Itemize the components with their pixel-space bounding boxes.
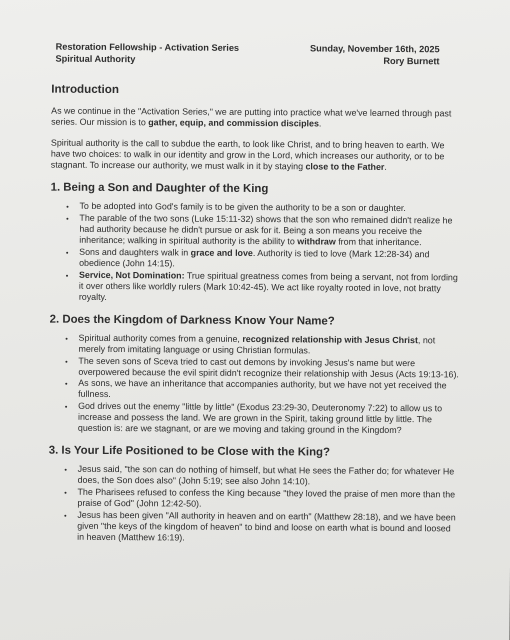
document-header xyxy=(55,41,439,68)
list-item: • God drives out the enemy "little by little" (Exodus 23:29-30, Deuteronomy 7:22) to allow us to increase and possess the land. We are grown in the Spirit, taking ground little by little. The question is: are we stagnant, or are we moving and taking ground in the Kingdom? xyxy=(76,401,459,437)
section-1-list xyxy=(50,201,461,305)
item-bold: recognized relationship with Jesus Christ xyxy=(242,333,418,345)
header-right xyxy=(310,42,440,67)
list-item: • The Pharisees refused to confess the King because "they loved the praise of men more than the praise of God" (John 12:42-50). xyxy=(75,487,458,512)
section-2-list xyxy=(49,332,460,436)
item-text: , not merely from imitating language or using Christian formulas. xyxy=(78,334,436,356)
list-item xyxy=(77,269,460,305)
intro-p1-bold: gather, equip, and commission disciples xyxy=(148,117,319,129)
list-item: • Jesus said, "the son can do nothing of himself, but what He sees the Father do; for whatever He does, the Son does also" (John 5:19; see also John 14:10). xyxy=(76,464,459,489)
item-text: Spiritual authority comes from a genuine, xyxy=(78,332,243,344)
item-text: from that inheritance. xyxy=(335,236,422,248)
intro-p2-text: Spiritual authority is the call to subdue the earth, to look like Christ, and to bring heaven to earth. We have two choices: to walk in our identity and grow in the Lord, which increases our authority, or to be stagnant. To increase our authority, we must walk in it by staying xyxy=(50,137,445,172)
intro-p1-end: . xyxy=(318,118,322,129)
list-item xyxy=(77,247,460,272)
list-item: • To be adopted into God's family is to be given the authority to be a son or daughter. xyxy=(77,201,460,215)
document-body xyxy=(48,83,461,546)
item-text: True spiritual greatness comes from being a servant, not from lording it over others like worldly rulers (Mark 10:42-45). We act like royalty rooted in love, not bratty royalty. xyxy=(78,270,458,302)
intro-heading: Introduction xyxy=(51,82,119,97)
intro-p2-bold: close to the Father xyxy=(305,161,385,173)
list-item xyxy=(76,333,459,358)
intro-paragraph-1 xyxy=(51,106,461,131)
list-item: • Jesus has been given "All authority in heaven and on earth" (Matthew 28:18), and we have been given "the keys of the kingdom of heaven" to bind and loose on earth what is bound and loosed in heaven (Matthew 16:19). xyxy=(75,509,458,545)
list-item: • The seven sons of Sceva tried to cast out demons by invoking Jesus's name but were overpowered because the evil spirit didn't recognize their relationship with Jesus (Acts 19:13-16). xyxy=(76,355,459,380)
speaker-name: Rory Burnett xyxy=(383,55,440,67)
section-3-list xyxy=(48,464,459,546)
intro-p2-end: . xyxy=(384,162,387,173)
item-bold: Service, Not Domination: xyxy=(78,269,185,281)
item-bold: grace and love xyxy=(190,247,253,258)
intro-paragraph-2 xyxy=(51,138,461,174)
intro-p1-text: As we continue in the "Activation Series," we are putting into practice what we've learned through past series. Our mission is to xyxy=(51,105,452,128)
section-2-heading: 2. Does the Kingdom of Darkness Know Your Name? xyxy=(49,313,335,328)
sermon-topic: Spiritual Authority xyxy=(55,53,136,65)
item-text: Sons and daughters walk in xyxy=(79,246,191,258)
series-title: Restoration Fellowship - Activation Series xyxy=(55,41,240,53)
list-item: • As sons, we have an inheritance that accompanies authority, but we have not yet received the fullness. xyxy=(76,378,459,403)
item-bold: withdraw xyxy=(297,236,336,247)
item-text: The parable of the two sons (Luke 15:11-32) shows that the son who remained didn't realize he had authority because he didn't pursue or ask for it. Being a son means you receive the inheritance; walking in spiritual authority is the ability to xyxy=(79,212,453,247)
header-left xyxy=(55,41,239,66)
sermon-date: Sunday, November 16th, 2025 xyxy=(310,43,440,55)
section-3-heading: 3. Is Your Life Positioned to be Close with the King? xyxy=(48,444,331,459)
list-item xyxy=(77,213,460,249)
section-1-heading: 1. Being a Son and Daughter of the King xyxy=(50,182,269,196)
item-text: . Authority is tied to love (Mark 12:28-34) and obedience (John 14:15). xyxy=(79,247,430,269)
